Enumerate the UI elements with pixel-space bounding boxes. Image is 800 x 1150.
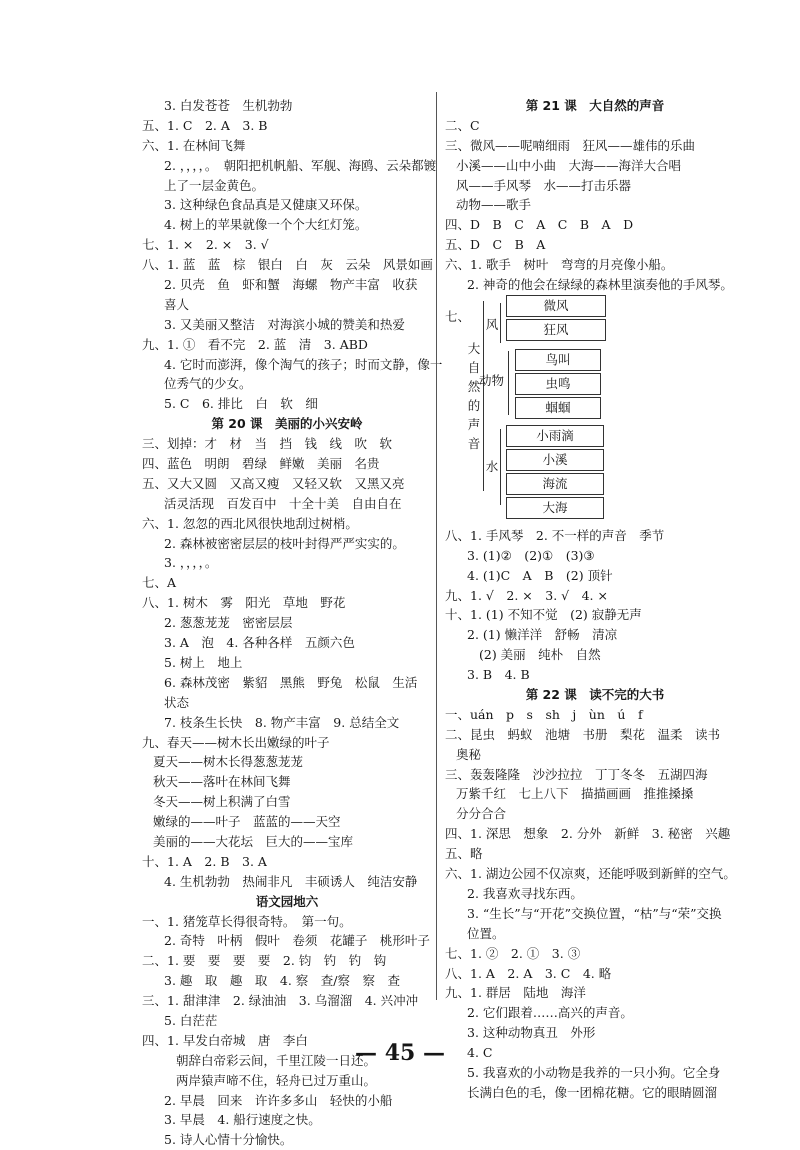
sound-diagram — [445, 297, 745, 515]
answer-line: 2. 森林被密密层层的枝叶封得严严实实的。 — [164, 535, 405, 551]
wind-item-1: 微风 — [506, 295, 606, 317]
answer-line: 九、1. ① 看不完 2. 蓝 清 3. ABD — [142, 336, 368, 352]
answer-line: 一、1. 猪笼草长得很奇特。 第一句。 — [142, 913, 352, 929]
answer-line: 2. 早晨 回来 许许多多山 轻快的小船 — [164, 1092, 393, 1108]
answer-line: 5. 我喜欢的小动物是我养的一只小狗。它全身 — [467, 1064, 721, 1080]
answer-line: 喜人 — [164, 296, 190, 312]
answer-line: 上了一层金黄色。 — [164, 177, 265, 193]
answer-line: 二、C — [445, 117, 480, 133]
answer-line: 2. 神奇的他会在绿绿的森林里演奏他的手风琴。 — [467, 277, 733, 293]
answer-line: 二、1. 要 要 要 要 2. 钧 钓 钓 钩 — [142, 953, 387, 969]
answer-line: 二、昆虫 蚂蚁 池塘 书册 梨花 温柔 读书 — [445, 726, 721, 742]
answer-line: 美丽的——大花坛 巨大的——宝库 — [153, 833, 354, 849]
answer-line: 朝辞白帝彩云间，千里江陵一日还。 — [176, 1052, 377, 1068]
diagram-label: 七、 — [445, 308, 471, 324]
answer-line: 长满白色的毛，像一团棉花糖。它的眼睛圆溜 — [467, 1084, 718, 1100]
answer-line: 八、1. A 2. A 3. C 4. 略 — [445, 965, 612, 981]
answer-line: 3. 又美丽又整洁 对海滨小城的赞美和热爱 — [164, 316, 405, 332]
answer-line: 风——手风琴 水——打击乐器 — [456, 177, 632, 193]
answer-line: 5. C 6. 排比 白 软 细 — [164, 396, 318, 412]
answer-line: 3. 白发苍苍 生机勃勃 — [164, 98, 293, 113]
answer-line: 九、1. 群居 陆地 海洋 — [445, 985, 586, 1001]
answer-line: 五、D C B A — [445, 237, 546, 253]
answer-line: 冬天——树上积满了白雪 — [153, 794, 291, 810]
answer-line: 3. “生长”与“开花”交换位置，“枯”与“荣”交换 — [467, 905, 722, 921]
answer-line: 分分合合 — [456, 806, 507, 822]
answer-line: 四、蓝色 明朗 碧绿 鲜嫩 美丽 名贵 — [142, 456, 380, 472]
answer-line: 一、uán p s sh j ùn ú f — [445, 706, 643, 722]
animal-item-3: 蝈蝈 — [515, 397, 601, 419]
animal-item-2: 虫鸣 — [515, 373, 601, 395]
answer-line: 八、1. 树木 雾 阳光 草地 野花 — [142, 595, 346, 611]
page-number: — 45 — — [355, 1040, 445, 1066]
answer-line: 两岸猿声啼不住，轻舟已过万重山。 — [176, 1072, 377, 1088]
answer-line: 4. 它时而澎湃，像个淘气的孩子；时而文静，像一 — [164, 356, 443, 372]
answer-line: 2. (1) 懒洋洋 舒畅 清凉 — [467, 627, 618, 643]
answer-line: 五、1. C 2. A 3. B — [142, 117, 268, 133]
answer-line: 八、1. 手风琴 2. 不一样的声音 季节 — [445, 527, 665, 543]
answer-line: 5. 诗人心情十分愉快。 — [164, 1132, 293, 1148]
root-char: 声 — [467, 416, 481, 432]
answer-line: 3. A 泡 4. 各种各样 五颜六色 — [164, 635, 355, 651]
answer-line: 3. (1)② (2)① (3)③ — [467, 547, 595, 563]
answer-line: 2. 葱葱茏茏 密密层层 — [164, 615, 293, 631]
answer-line: 嫩绿的——叶子 蓝蓝的——天空 — [153, 814, 341, 830]
answer-line: 七、A — [142, 575, 177, 591]
answer-line: 十、1. A 2. B 3. A — [142, 853, 267, 869]
answer-line: 七、1. ② 2. ① 3. ③ — [445, 945, 581, 961]
answer-line: 2. 我喜欢寻找东西。 — [467, 885, 583, 901]
answer-line: 位置。 — [467, 925, 505, 941]
right-bottom-section — [445, 526, 745, 1103]
section-heading: 第 21 课 大自然的声音 — [525, 98, 665, 113]
column-divider — [436, 92, 437, 1000]
root-bracket-line — [483, 301, 484, 491]
answer-line: 2. 奇特 叶柄 假叶 卷须 花罐子 桃形叶子 — [164, 933, 430, 949]
answer-line: 3. ，，，，。 — [164, 555, 218, 571]
answer-line: 四、D B C A C B A D — [445, 217, 634, 233]
water-item-1: 小雨滴 — [506, 425, 604, 447]
answer-line: 状态 — [164, 694, 190, 710]
answer-line: 4. C — [467, 1045, 493, 1061]
right-top-section — [445, 96, 745, 295]
answer-line: 六、1. 湖边公园不仅凉爽，还能呼吸到新鲜的空气。 — [445, 866, 736, 882]
answer-line: 3. 早晨 4. 船行速度之快。 — [164, 1112, 321, 1128]
answer-line: 3. 这种绿色食品真是又健康又环保。 — [164, 197, 368, 213]
answer-line: 四、1. 深思 想象 2. 分外 新鲜 3. 秘密 兴趣 — [445, 826, 731, 842]
animal-item-1: 鸟叫 — [515, 349, 601, 371]
answer-line: 3. B 4. B — [467, 667, 530, 683]
section-heading: 语文园地六 — [255, 893, 319, 909]
answer-line: 2. 贝壳 鱼 虾和蟹 海螺 物产丰富 收获 — [164, 277, 418, 293]
diagram-root-label — [467, 339, 481, 453]
answer-line: 2. ，，，，。 朝阳把机帆船、军舰、海鸥、云朵都镀 — [164, 157, 437, 173]
answer-line: 7. 枝条生长快 8. 物产丰富 9. 总结全文 — [164, 714, 400, 730]
answer-line: 小溪——山中小曲 大海——海洋大合唱 — [456, 157, 682, 173]
water-item-3: 海流 — [506, 473, 604, 495]
answer-line: 2. 它们跟着……高兴的声音。 — [467, 1005, 633, 1021]
answer-line: 三、划掉：才 材 当 挡 钱 线 吹 软 — [142, 436, 393, 452]
answer-line: 动物——歌手 — [456, 197, 532, 213]
section-heading: 第 22 课 读不完的大书 — [525, 687, 665, 703]
answer-line: 6. 森林茂密 紫貂 黑熊 野兔 松鼠 生活 — [164, 674, 418, 690]
wind-item-2: 狂风 — [506, 319, 606, 341]
answer-line: 3. 趣 取 趣 取 4. 察 查/察 察 查 — [164, 973, 401, 989]
answer-line: 4. (1)C A B (2) 顶针 — [467, 567, 613, 583]
answer-line: 夏天——树木长得葱葱茏茏 — [153, 754, 304, 770]
root-char: 然 — [467, 378, 481, 394]
root-char: 的 — [467, 397, 481, 413]
answer-line: 活灵活现 百发百中 十全十美 自由自在 — [164, 495, 402, 511]
answer-line: 万紫千红 七上八下 描描画画 推推搡搡 — [456, 786, 694, 802]
answer-line: 三、1. 甜津津 2. 绿油油 3. 乌溜溜 4. 兴冲冲 — [142, 993, 419, 1009]
wind-bracket-line — [500, 303, 501, 343]
answer-line: 奥秘 — [456, 746, 482, 762]
answer-line: 六、1. 忽忽的西北风很快地刮过树梢。 — [142, 515, 358, 531]
answer-line: 七、1. × 2. × 3. √ — [142, 237, 269, 253]
answer-line: 三、轰轰隆隆 沙沙拉拉 丁丁冬冬 五湖四海 — [445, 766, 708, 782]
answer-line: 4. 树上的苹果就像一个个大红灯笼。 — [164, 217, 368, 233]
answer-line: 秋天——落叶在林间飞舞 — [153, 774, 291, 790]
branch-water-label: 水 — [485, 458, 499, 474]
answer-line: 三、微风——呢喃细雨 狂风——雄伟的乐曲 — [445, 137, 696, 153]
answer-line: 四、1. 早发白帝城 唐 李白 — [142, 1032, 308, 1048]
answer-line: 六、1. 歌手 树叶 弯弯的月亮像小船。 — [445, 257, 674, 273]
answer-line: 3. 这种动物真丑 外形 — [467, 1025, 596, 1041]
answer-line: 十、1. (1) 不知不觉 (2) 寂静无声 — [445, 607, 642, 623]
right-column — [445, 96, 745, 1103]
answer-line: 九、1. √ 2. × 3. √ 4. × — [445, 587, 608, 603]
answer-line: 位秀气的少女。 — [164, 376, 252, 392]
answer-line: 五、略 — [445, 846, 483, 862]
answer-line: 八、1. 蓝 蓝 棕 银白 白 灰 云朵 风景如画 — [142, 257, 433, 273]
root-char: 大 — [467, 340, 481, 356]
answer-line: 5. 白茫茫 — [164, 1012, 218, 1028]
root-char: 音 — [467, 435, 481, 451]
answer-line: 六、1. 在林间飞舞 — [142, 137, 246, 153]
water-item-4: 大海 — [506, 497, 604, 519]
answer-line: 5. 树上 地上 — [164, 654, 243, 670]
branch-wind-label: 风 — [485, 316, 499, 332]
answer-line: (2) 美丽 纯朴 自然 — [479, 647, 601, 663]
branch-animal-label: 动物 — [479, 372, 505, 388]
water-bracket-line — [500, 429, 501, 505]
animal-bracket-line — [508, 351, 509, 415]
section-heading: 第 20 课 美丽的小兴安岭 — [211, 416, 363, 432]
left-column — [142, 96, 443, 1150]
answer-line: 4. 生机勃勃 热闹非凡 丰硕诱人 纯洁安静 — [164, 873, 418, 889]
water-item-2: 小溪 — [506, 449, 604, 471]
root-char: 自 — [467, 359, 481, 375]
answer-line: 九、春天——树木长出嫩绿的叶子 — [142, 734, 330, 750]
answer-line: 五、又大又圆 又高又瘦 又轻又软 又黑又亮 — [142, 475, 405, 491]
